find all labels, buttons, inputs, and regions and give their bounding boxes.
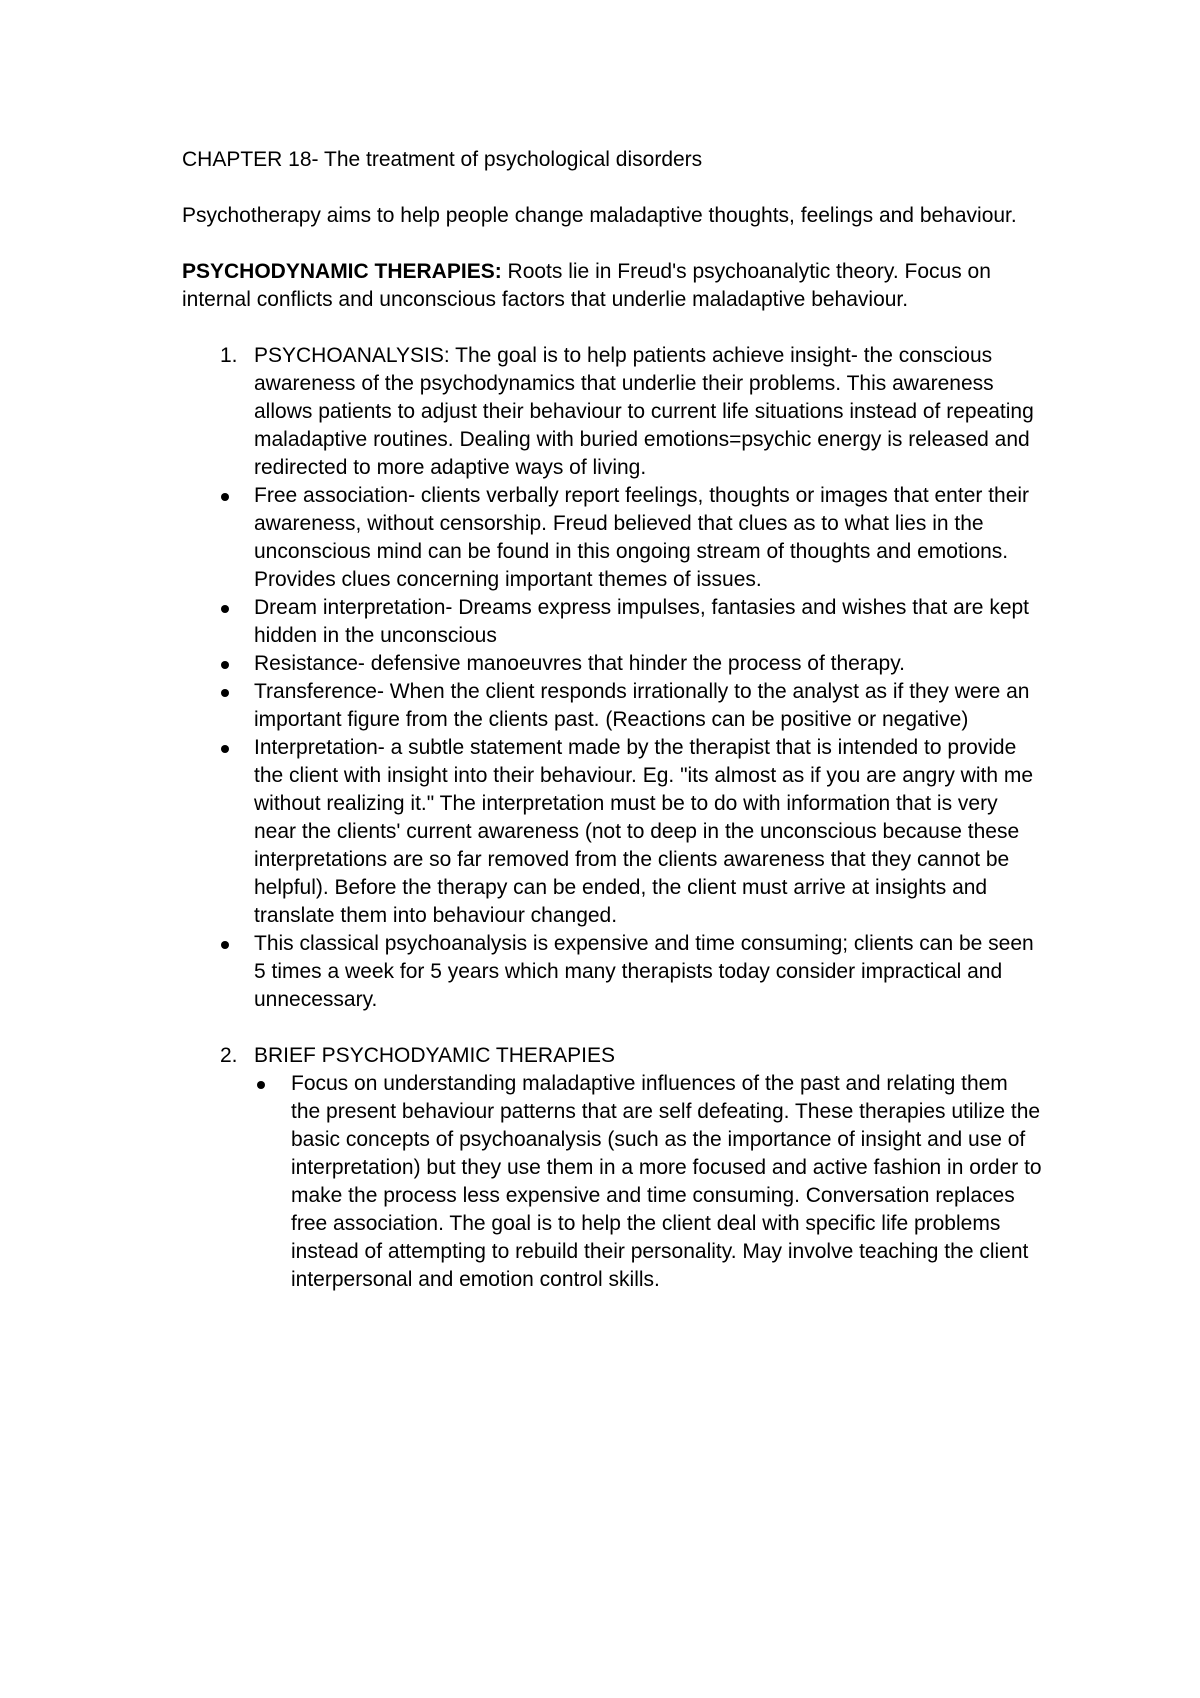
bullet-item (182, 650, 1042, 678)
list-number: 2. (220, 1044, 238, 1067)
bullet-text: Resistance- defensive manoeuvres that hinder the process of therapy. (254, 652, 905, 675)
bullet-item (182, 482, 1042, 594)
sub-bullet-item (182, 1070, 1042, 1294)
bullet-icon (221, 661, 229, 669)
bullet-text: Transference- When the client responds irrationally to the analyst as if they were an important figure from the clients past. (Reactions can be positive or negative) (254, 680, 1030, 731)
numbered-item-2 (182, 1042, 1042, 1070)
bullet-text: Interpretation- a subtle statement made by the therapist that is intended to provide the client with insight into their behaviour. Eg. "its almost as if you are angry with me without realizing it." The interpretation must be to do with information that is very near the clients' current awareness (not to deep in the unconscious because these interpretations are so far removed from the clients awareness that they cannot be helpful). Before the therapy can be ended, the client must arrive at insights and translate them into behaviour changed. (254, 736, 1033, 927)
numbered-item-1 (182, 342, 1042, 482)
spacer (182, 1014, 1042, 1042)
bullet-icon (221, 605, 229, 613)
bullet-text: Dream interpretation- Dreams express impulses, fantasies and wishes that are kept hidden in the unconscious (254, 596, 1030, 647)
bullet-item (182, 594, 1042, 650)
bullet-icon (221, 745, 229, 753)
bullet-text: Free association- clients verbally report feelings, thoughts or images that enter their awareness, without censorship. Freud believed that clues as to what lies in the unconscious mind can be found in this ongoing stream of thoughts and emotions. Provides clues concerning important themes of issues. (254, 484, 1030, 591)
bullet-text: This classical psychoanalysis is expensive and time consuming; clients can be seen 5 times a week for 5 years which many therapists today consider impractical and unnecessary. (254, 932, 1034, 1011)
list-number: 1. (220, 344, 238, 367)
intro-paragraph: Psychotherapy aims to help people change maladaptive thoughts, feelings and behaviour. (182, 204, 1017, 227)
page-title: CHAPTER 18- The treatment of psychological disorders (182, 148, 703, 171)
sub-bullet-text: Focus on understanding maladaptive influences of the past and relating them the present behaviour patterns that are self defeating. These therapies utilize the basic concepts of psychoanalysis (such as the importance of insight and use of interpretation) but they use them in a more focused and active fashion in order to make the process less expensive and time consuming. Conversation replaces free association. The goal is to help the client deal with specific life problems instead of attempting to rebuild their personality. May involve teaching the client interpersonal and emotion control skills. (291, 1072, 1042, 1291)
bullet-icon (221, 941, 229, 949)
numbered-item-text: PSYCHOANALYSIS: The goal is to help patients achieve insight- the conscious awareness of the psychodynamics that underlie their problems. This awareness allows patients to adjust their behaviour to current life situations instead of repeating maladaptive routines. Dealing with buried emotions=psychic energy is released and redirected to more adaptive ways of living. (254, 344, 1034, 479)
section-paragraph (182, 258, 1042, 314)
section-heading: PSYCHODYNAMIC THERAPIES: (182, 260, 502, 283)
bullet-item (182, 734, 1042, 930)
section-text: Roots lie in Freud's psychoanalytic theory. Focus on internal conflicts and unconscious factors that underlie maladaptive behaviour. (182, 260, 991, 311)
bullet-item (182, 930, 1042, 1014)
bullet-icon (257, 1081, 265, 1089)
bullet-item (182, 678, 1042, 734)
numbered-item-text: BRIEF PSYCHODYAMIC THERAPIES (254, 1044, 615, 1067)
document-body (182, 146, 1042, 1294)
bullet-icon (221, 689, 229, 697)
bullet-icon (221, 493, 229, 501)
